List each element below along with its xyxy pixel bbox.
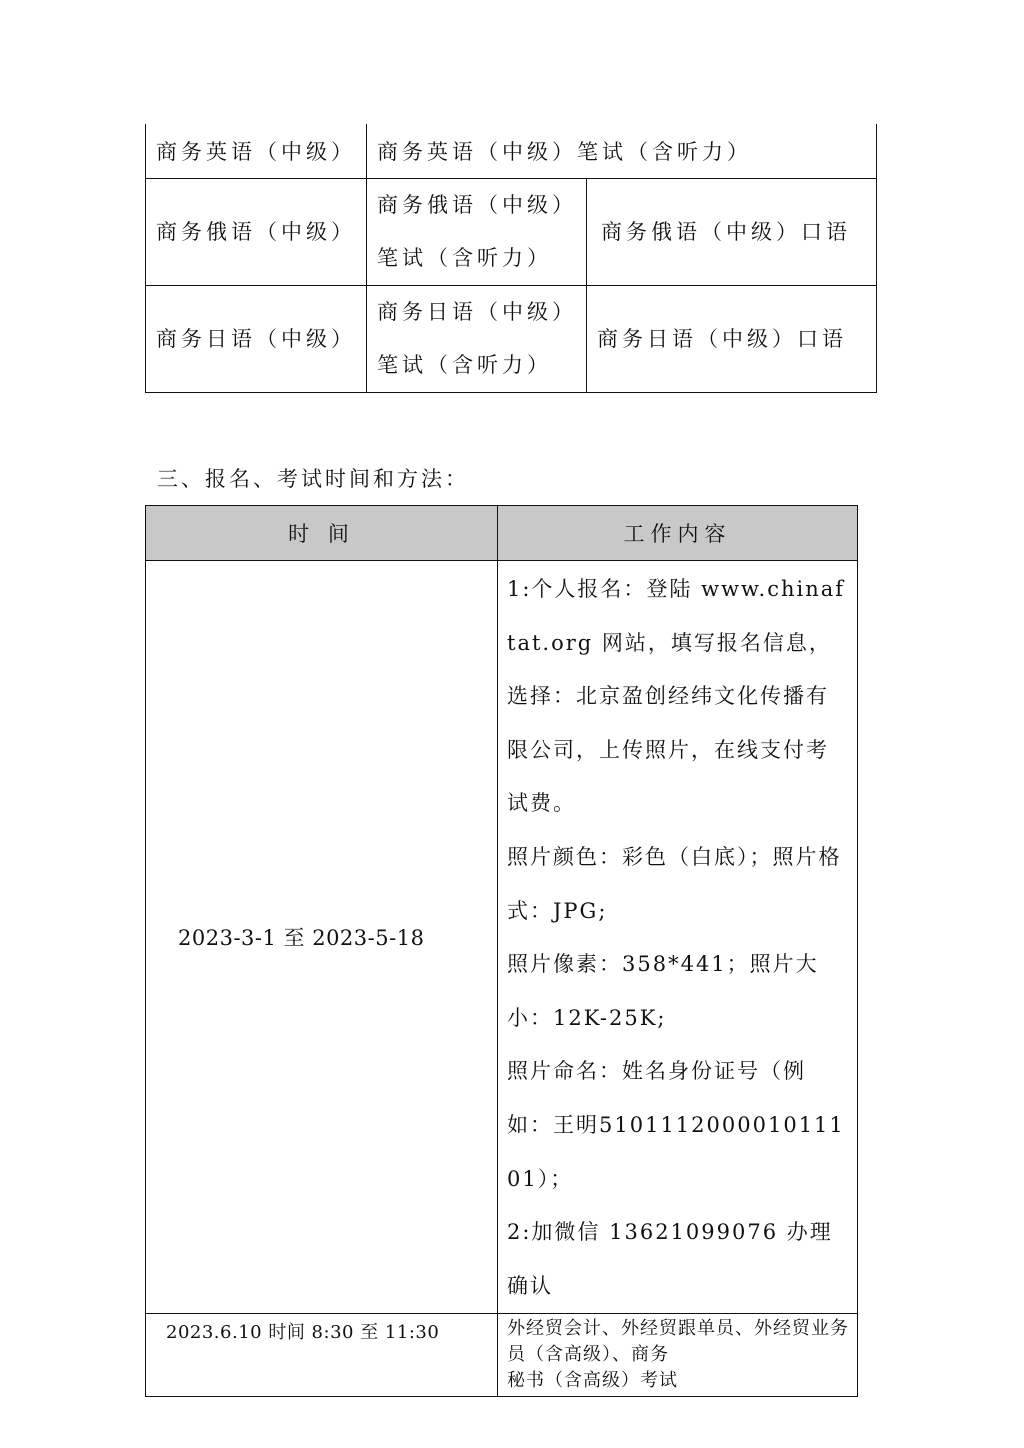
table-row — [146, 179, 877, 286]
header-content: 工作内容 — [498, 506, 858, 561]
subject-oral-exam: 商务俄语（中级）口语 — [587, 179, 877, 286]
schedule-table — [145, 505, 858, 1397]
table-row — [146, 286, 877, 393]
written-line: 商务俄语（中级） — [377, 193, 577, 217]
exam-time: 2023.6.10 时间 8:30 至 11:30 — [146, 1314, 498, 1397]
section-heading: 三、报名、考试时间和方法： — [157, 467, 469, 491]
exam-subjects-table — [145, 124, 877, 393]
detail-paragraph: 1:个人报名：登陆 www.chinaftat.org 网站，填写报名信息，选择：北京盈创经纬文化传播有限公司，上传照片，在线支付考试费。 — [507, 577, 846, 816]
detail-paragraph: 2:加微信 13621099076 办理确认 — [507, 1220, 833, 1298]
subject-written-exam: 商务英语（中级）笔试（含听力） — [367, 124, 877, 179]
written-line: 商务日语（中级） — [377, 300, 577, 324]
written-line: 笔试（含听力） — [377, 353, 552, 377]
subject-name: 商务日语（中级） — [146, 286, 367, 393]
registration-period: 2023-3-1 至 2023-5-18 — [146, 561, 498, 1314]
subject-oral-exam: 商务日语（中级）口语 — [587, 286, 877, 393]
exam-content — [498, 1314, 858, 1397]
detail-line: 外经贸会计、外经贸跟单员、外经贸业务员（含高级）、商务 — [507, 1318, 849, 1366]
registration-details — [498, 561, 858, 1314]
table-row — [146, 124, 877, 179]
table-row — [146, 1314, 858, 1397]
subject-written-exam — [367, 179, 587, 286]
subject-name: 商务俄语（中级） — [146, 179, 367, 286]
detail-paragraph: 照片颜色：彩色（白底）；照片格式：JPG; — [507, 844, 842, 923]
detail-paragraph: 照片像素：358*441；照片大小：12K-25K; — [507, 952, 819, 1030]
table-row — [146, 561, 858, 1314]
written-line: 笔试（含听力） — [377, 246, 552, 270]
header-time: 时 间 — [146, 506, 498, 561]
table-header-row — [146, 506, 858, 561]
detail-line: 秘书（含高级）考试 — [507, 1370, 678, 1392]
subject-written-exam — [367, 286, 587, 393]
detail-paragraph: 照片命名：姓名身份证号（例如：王明510111200001011101）； — [507, 1059, 845, 1191]
subject-name: 商务英语（中级） — [146, 124, 367, 179]
